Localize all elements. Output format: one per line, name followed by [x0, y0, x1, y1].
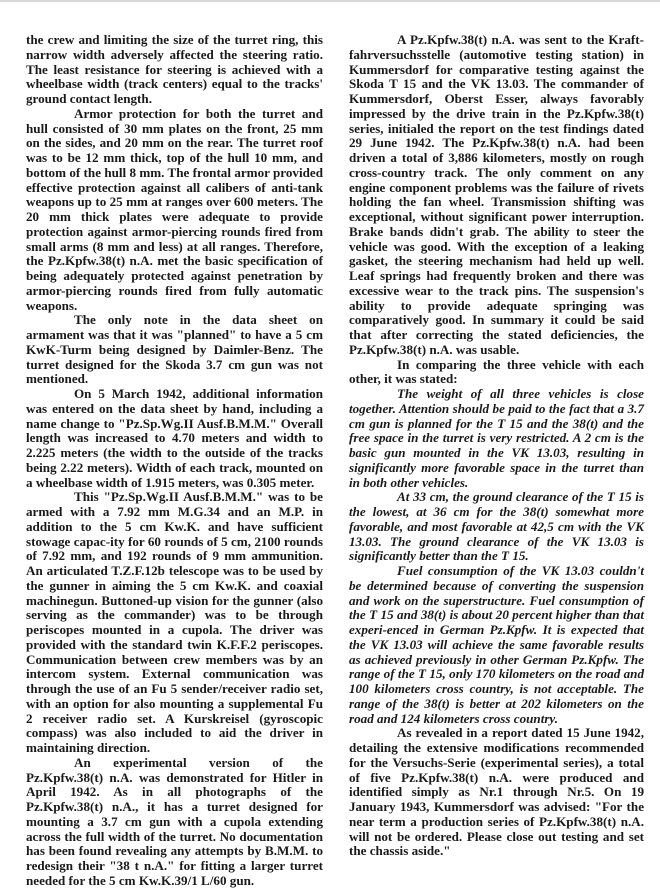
paragraph-march-1942-update: On 5 March 1942, additional information was entered on the data sheet by hand, including a name change to "Pz.Sp.Wg.II Ausf.B.M.M." Overall length was increased to 4.70 meters and width to 2.225 meters (the width to the outside of the tracks being 2.22 meters). Width of each track, mounted on a wheelbase width of 1.915 meters, was 0.305 meter.	[26, 386, 323, 490]
paragraph-armor-protection: Armor protection for both the turret and hull consisted of 30 mm plates on the front, 25 mm on the sides, and 20 mm on the rear. The turret roof was to be 12 mm thick, top of the hull 10 mm, and bottom of the hull 8 mm. The frontal armor provided effective protection against all calibers of anti-tank weapons up to 25 mm at ranges over 600 meters. The 20 mm thick plates were adequate to provide protection against armor-piercing rounds fired from small arms (8 mm and less) at all ranges. Therefore, the Pz.Kpfw.38(t) n.A. met the basic specification of being adequately protected against penetration by armor-piercing rounds fired from fully automatic weapons.	[26, 105, 323, 313]
right-column	[349, 33, 644, 859]
paragraph-armament-note: The only note in the data sheet on armament was that it was "planned" to have a 5 cm KwK-Turm being designed by Daimler-Benz. The turret designed for the Skoda 3.7 cm gun was not mentioned.	[26, 312, 323, 387]
left-column	[26, 33, 323, 889]
paragraph-comparison-intro: In comparing the three vehicle with each other, it was stated:	[349, 356, 644, 387]
paragraph-armament-equipment: This "Pz.Sp.Wg.II Ausf.B.M.M." was to be armed with a 7.92 mm M.G.34 and an M.P. in addition to the 5 cm Kw.K. and have sufficient stowage capac-ity for 60 rounds of 5 cm, 2100 rounds of 7.92 mm, and 192 rounds of 9 mm ammunition. An articulated T.Z.F.12b telescope was to be used by the gunner in aiming the 5 cm Kw.K. and coaxial machinegun. Buttoned-up vision for the gunner (also serving as the commander) was to be through periscopes mounted in a cupola. The driver was provided with the standard twin K.F.F.2 periscopes. Communication between crew members was by an intercom system. External communication was through the use of an Fu 5 sender/receiver radio set, with an option for also mounting a supplemental Fu 2 receiver radio set. A Kurskreisel (gyroscopic compass) was also included to aid the driver in maintaining direction.	[26, 489, 323, 755]
quote-weight-and-turret: The weight of all three vehicles is close together. Attention should be paid to the fact that a 3.7 cm gun is planned for the T 15 and the 38(t) and the free space in the turret is very restricted. A 2 cm is the basic gun mounted in the VK 13.03, resulting in significantly more favorable space in the turret than in both other vehicles.	[349, 386, 644, 490]
paragraph-kummersdorf-testing: A Pz.Kpfw.38(t) n.A. was sent to the Kraft-fahrversuchsstelle (automotive testing station) in Kummersdorf for comparative testing against the Skoda T 15 and the VK 13.03. The commander of Kummersdorf, Oberst Esser, always favorably impressed by the drive train in the Pz.Kpfw.38(t) series, initialed the report on the test findings dated 29 June 1942. The Pz.Kpfw.38(t) n.A. had been driven a total of 3,886 kilometers, mostly on rough cross-country track. The only comment on any engine component problems was the failure of rivets holding the fan wheel. Transmission shifting was exceptional, without significant power interruption. Brake bands didn't grab. The ability to steer the vehicle was good. With the exception of a leaking gasket, the steering mechanism had held up well. Leaf springs had frequently broken and there was excessive wear to the track pins. The suspension's ability to provide adequate springing was comparatively good. In summary it could be said that after correcting the stated deficiencies, the Pz.Kpfw.38(t) n.A. was usable.	[349, 32, 644, 357]
quote-fuel-consumption-range: Fuel consumption of the VK 13.03 couldn't be determined because of converting the suspension and work on the superstructure. Fuel consumption of the T 15 and 38(t) is about 20 percent higher than that experi-enced in German Pz.Kpfw. It is expected that the VK 13.03 will achieve the same favorable results as achieved previously in other German Pz.Kpfw. The range of the T 15, only 170 kilometers on the road and 100 kilometers cross country, is not acceptable. The range of the 38(t) is better at 202 kilometers on the road and 124 kilometers cross country.	[349, 563, 644, 726]
paragraph-turret-ring-steering: the crew and limiting the size of the turret ring, this narrow width adversely affected the steering ratio. The least resistance for steering is achieved with a wheelbase width (track centers) equal to the tracks' ground contact length.	[26, 32, 323, 106]
quote-ground-clearance: At 33 cm, the ground clearance of the T 15 is the lowest, at 36 cm for the 38(t) somewhat more favorable, and most favorable at 42,5 cm with the VK 13.03. The ground clearance of the VK 13.03 is significantly better than the T 15.	[349, 489, 644, 564]
paragraph-versuchs-serie: As revealed in a report dated 15 June 1942, detailing the extensive modifications recommended for the Versuchs-Serie (experimental series), a total of five Pz.Kpfw.38(t) n.A. were produced and identified simply as Nr.1 through Nr.5. On 19 January 1943, Kummersdorf was advised: "For the near term a production series of Pz.Kpfw.38(t) n.A. will not be ordered. Please close out testing and set the chassis aside."	[349, 725, 644, 859]
paragraph-experimental-version: An experimental version of the Pz.Kpfw.38(t) n.A. was demonstrated for Hitler in April 1942. As in all photographs of the Pz.Kpfw.38(t) n.A., it has a turret designed for mounting a 3.7 cm gun with a cupola extending across the full width of the turret. No documentation has been found revealing any attempts by B.M.M. to redesign their "38 t n.A." for fitting a larger turret needed for the 5 cm Kw.K.39/1 L/60 gun.	[26, 754, 323, 888]
